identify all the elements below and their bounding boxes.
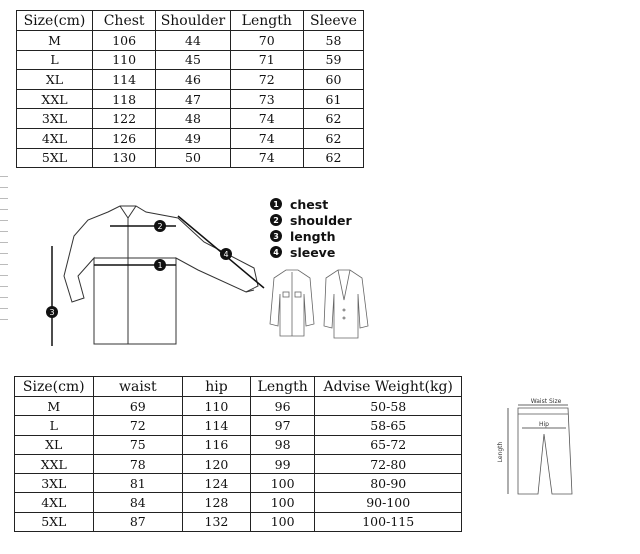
size-cell: L bbox=[15, 416, 94, 435]
value-cell: 97 bbox=[250, 416, 315, 435]
value-cell: 106 bbox=[92, 31, 155, 51]
table-row bbox=[17, 70, 364, 90]
value-cell: 118 bbox=[92, 89, 155, 109]
header-sleeve: Sleeve bbox=[303, 11, 363, 31]
value-cell: 132 bbox=[183, 512, 251, 531]
size-cell: XXL bbox=[17, 89, 93, 109]
value-cell: 74 bbox=[230, 128, 303, 148]
value-cell: 45 bbox=[156, 50, 230, 70]
marker-1 bbox=[154, 259, 166, 271]
value-cell: 124 bbox=[183, 474, 251, 493]
jacket-sketches bbox=[264, 264, 374, 344]
value-cell: 110 bbox=[183, 397, 251, 416]
value-cell: 49 bbox=[156, 128, 230, 148]
value-cell: 74 bbox=[230, 148, 303, 168]
value-cell: 81 bbox=[93, 474, 183, 493]
size-cell: XL bbox=[17, 70, 93, 90]
table-row bbox=[17, 31, 364, 51]
table-header-row bbox=[17, 11, 364, 31]
value-cell: 114 bbox=[92, 70, 155, 90]
length-label: Length bbox=[497, 441, 504, 463]
shirt-diagram bbox=[28, 196, 268, 356]
value-cell: 48 bbox=[156, 109, 230, 129]
table-row bbox=[15, 493, 462, 512]
size-cell: 3XL bbox=[17, 109, 93, 129]
legend-label: chest bbox=[290, 196, 329, 212]
value-cell: 120 bbox=[183, 454, 251, 473]
value-cell: 70 bbox=[230, 31, 303, 51]
number-badge: 2 bbox=[270, 214, 282, 226]
value-cell: 84 bbox=[93, 493, 183, 512]
measurement-legend bbox=[270, 196, 352, 260]
value-cell: 75 bbox=[93, 435, 183, 454]
marker-3 bbox=[46, 306, 58, 318]
value-cell: 62 bbox=[303, 109, 363, 129]
header-size: Size(cm) bbox=[15, 377, 94, 397]
value-cell: 47 bbox=[156, 89, 230, 109]
legend-label: shoulder bbox=[290, 212, 352, 228]
legend-label: sleeve bbox=[290, 244, 336, 260]
table-row bbox=[17, 89, 364, 109]
number-badge: 3 bbox=[270, 230, 282, 242]
value-cell: 60 bbox=[303, 70, 363, 90]
value-cell: 116 bbox=[183, 435, 251, 454]
number-badge: 1 bbox=[270, 198, 282, 210]
header-shoulder: Shoulder bbox=[156, 11, 230, 31]
svg-text:3: 3 bbox=[49, 308, 55, 317]
size-cell: XL bbox=[15, 435, 94, 454]
value-cell: 71 bbox=[230, 50, 303, 70]
value-cell: 62 bbox=[303, 148, 363, 168]
header-hip: hip bbox=[183, 377, 251, 397]
value-cell: 65-72 bbox=[315, 435, 462, 454]
svg-text:4: 4 bbox=[223, 250, 229, 259]
table-header-row bbox=[15, 377, 462, 397]
size-cell: 5XL bbox=[15, 512, 94, 531]
table-row bbox=[17, 128, 364, 148]
table-row bbox=[17, 109, 364, 129]
table-row bbox=[15, 435, 462, 454]
hip-label: Hip bbox=[539, 421, 549, 428]
value-cell: 58-65 bbox=[315, 416, 462, 435]
size-cell: M bbox=[17, 31, 93, 51]
size-cell: XXL bbox=[15, 454, 94, 473]
size-cell: M bbox=[15, 397, 94, 416]
value-cell: 72 bbox=[93, 416, 183, 435]
number-badge: 4 bbox=[270, 246, 282, 258]
value-cell: 61 bbox=[303, 89, 363, 109]
pants-diagram bbox=[488, 394, 588, 504]
value-cell: 59 bbox=[303, 50, 363, 70]
shirt-size-table bbox=[16, 10, 364, 168]
table-row bbox=[15, 416, 462, 435]
size-cell: 4XL bbox=[17, 128, 93, 148]
value-cell: 62 bbox=[303, 128, 363, 148]
value-cell: 87 bbox=[93, 512, 183, 531]
legend-label: length bbox=[290, 228, 336, 244]
value-cell: 74 bbox=[230, 109, 303, 129]
value-cell: 72 bbox=[230, 70, 303, 90]
legend-item bbox=[270, 228, 352, 244]
table-row bbox=[15, 474, 462, 493]
table-row bbox=[17, 148, 364, 168]
legend-item bbox=[270, 196, 352, 212]
legend-item bbox=[270, 244, 352, 260]
value-cell: 122 bbox=[92, 109, 155, 129]
size-cell: 5XL bbox=[17, 148, 93, 168]
value-cell: 130 bbox=[92, 148, 155, 168]
marker-4 bbox=[220, 248, 232, 260]
value-cell: 128 bbox=[183, 493, 251, 512]
value-cell: 100 bbox=[250, 493, 315, 512]
size-cell: 3XL bbox=[15, 474, 94, 493]
value-cell: 110 bbox=[92, 50, 155, 70]
header-chest: Chest bbox=[92, 11, 155, 31]
value-cell: 126 bbox=[92, 128, 155, 148]
value-cell: 90-100 bbox=[315, 493, 462, 512]
value-cell: 100-115 bbox=[315, 512, 462, 531]
pants-size-table bbox=[14, 376, 462, 532]
table-row bbox=[17, 50, 364, 70]
value-cell: 114 bbox=[183, 416, 251, 435]
header-waist: waist bbox=[93, 377, 183, 397]
header-length: Length bbox=[230, 11, 303, 31]
value-cell: 46 bbox=[156, 70, 230, 90]
header-advise-weight: Advise Weight(kg) bbox=[315, 377, 462, 397]
value-cell: 78 bbox=[93, 454, 183, 473]
waist-label: Waist Size bbox=[530, 398, 562, 405]
value-cell: 44 bbox=[156, 31, 230, 51]
margin-ticks bbox=[0, 176, 8, 330]
size-cell: 4XL bbox=[15, 493, 94, 512]
value-cell: 72-80 bbox=[315, 454, 462, 473]
marker-2 bbox=[154, 220, 166, 232]
header-size: Size(cm) bbox=[17, 11, 93, 31]
value-cell: 80-90 bbox=[315, 474, 462, 493]
value-cell: 50 bbox=[156, 148, 230, 168]
svg-text:1: 1 bbox=[157, 261, 163, 270]
header-length: Length bbox=[250, 377, 315, 397]
value-cell: 96 bbox=[250, 397, 315, 416]
legend-item bbox=[270, 212, 352, 228]
value-cell: 100 bbox=[250, 474, 315, 493]
table-row bbox=[15, 397, 462, 416]
value-cell: 58 bbox=[303, 31, 363, 51]
value-cell: 73 bbox=[230, 89, 303, 109]
table-row bbox=[15, 454, 462, 473]
value-cell: 99 bbox=[250, 454, 315, 473]
size-cell: L bbox=[17, 50, 93, 70]
value-cell: 100 bbox=[250, 512, 315, 531]
value-cell: 69 bbox=[93, 397, 183, 416]
svg-text:2: 2 bbox=[157, 222, 163, 231]
value-cell: 98 bbox=[250, 435, 315, 454]
value-cell: 50-58 bbox=[315, 397, 462, 416]
table-row bbox=[15, 512, 462, 531]
